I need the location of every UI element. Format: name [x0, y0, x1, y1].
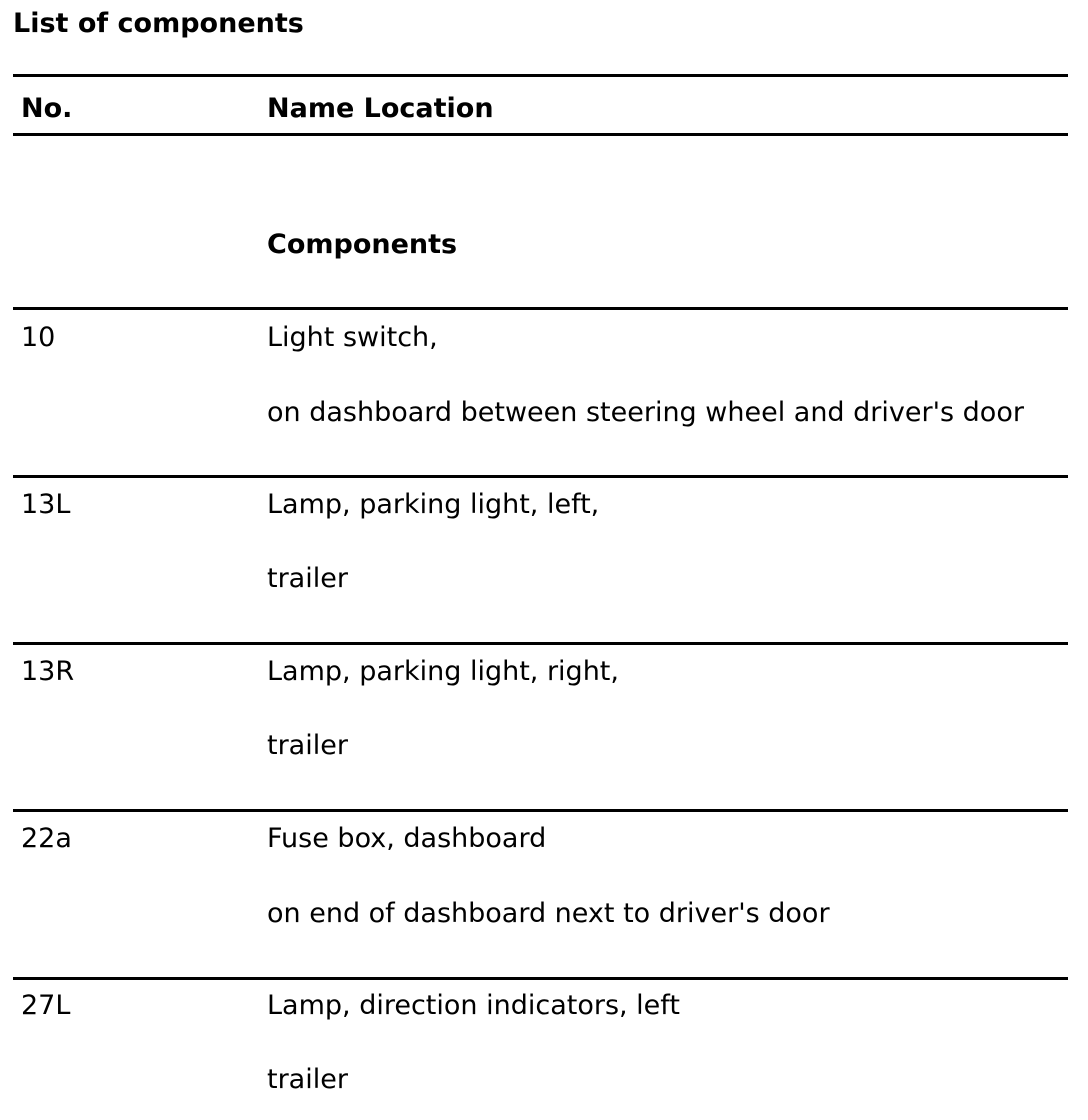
row-number: 13L [21, 489, 71, 520]
row-name: Lamp, parking light, left, [267, 489, 600, 520]
section-heading: Components [267, 229, 458, 260]
row-location: trailer [267, 563, 348, 594]
table-top-rule [13, 74, 1068, 77]
row-name: Lamp, parking light, right, [267, 656, 619, 687]
header-bottom-rule [13, 133, 1068, 136]
row-divider [13, 307, 1068, 310]
row-divider [13, 475, 1068, 478]
row-divider [13, 642, 1068, 645]
row-divider [13, 977, 1068, 980]
row-divider [13, 809, 1068, 812]
row-location: on end of dashboard next to driver's door [267, 898, 830, 929]
row-number: 13R [21, 656, 75, 687]
document-title: List of components [13, 8, 304, 39]
row-number: 22a [21, 823, 72, 854]
row-location: trailer [267, 1064, 348, 1095]
header-name-location: Name Location [267, 93, 494, 124]
row-number: 10 [21, 322, 56, 353]
row-name: Light switch, [267, 322, 438, 353]
row-name: Lamp, direction indicators, left [267, 990, 680, 1021]
row-location: trailer [267, 730, 348, 761]
header-no: No. [21, 93, 73, 124]
row-number: 27L [21, 990, 71, 1021]
row-location: on dashboard between steering wheel and driver's door [267, 397, 1024, 428]
row-name: Fuse box, dashboard [267, 823, 547, 854]
